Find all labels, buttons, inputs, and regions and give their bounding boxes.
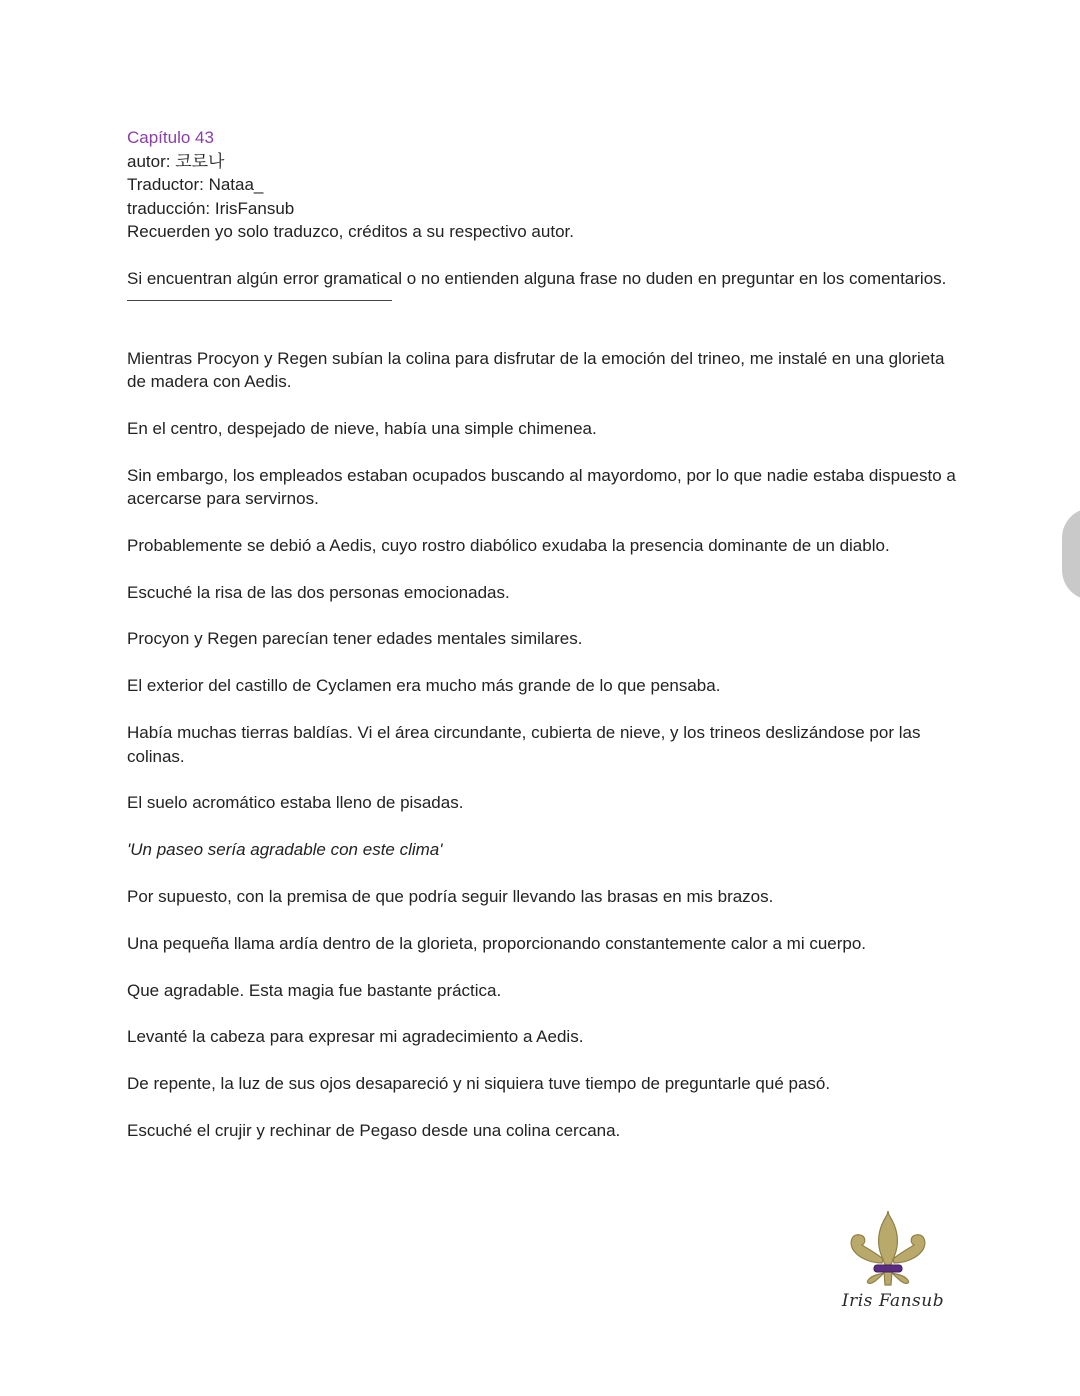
chapter-body xyxy=(127,347,967,1143)
paragraph: Escuché la risa de las dos personas emocionadas. xyxy=(127,582,510,602)
header-divider xyxy=(127,300,392,301)
paragraph: Había muchas tierras baldías. Vi el área circundante, cubierta de nieve, y los trineos deslizándose por las colinas. xyxy=(127,723,921,766)
paragraph: El suelo acromático estaba lleno de pisadas. xyxy=(127,793,464,813)
iris-fansub-logo xyxy=(838,1205,948,1315)
paragraph: Levanté la cabeza para expresar mi agradecimiento a Aedis. xyxy=(127,1027,584,1047)
paragraph: Mientras Procyon y Regen subían la colina para disfrutar de la emoción del trineo, me instalé en una glorieta de madera con Aedis. xyxy=(127,348,945,391)
fleur-de-lis-icon xyxy=(838,1205,948,1293)
paragraph: En el centro, despejado de nieve, había una simple chimenea. xyxy=(127,418,597,438)
paragraph: Sin embargo, los empleados estaban ocupados buscando al mayordomo, por lo que nadie estaba dispuesto a acercarse para servirnos. xyxy=(127,465,956,509)
chapter-title: Capítulo 43 xyxy=(127,128,214,147)
logo-caption: Iris Fansub xyxy=(841,1291,945,1311)
comments-note: Si encuentran algún error gramatical o no entienden alguna frase no duden en preguntar en los comentarios. xyxy=(127,269,947,288)
scroll-handle[interactable] xyxy=(1062,508,1080,600)
chapter-header xyxy=(127,126,967,301)
document-page xyxy=(127,126,967,1166)
paragraph: De repente, la luz de sus ojos desapareció y ni siquiera tuve tiempo de preguntarle qué pasó. xyxy=(127,1074,831,1094)
paragraph: Que agradable. Esta magia fue bastante práctica. xyxy=(127,980,502,1000)
paragraph: Procyon y Regen parecían tener edades mentales similares. xyxy=(127,629,583,649)
thought-paragraph: 'Un paseo sería agradable con este clima' xyxy=(127,840,443,860)
paragraph: Escuché el crujir y rechinar de Pegaso desde una colina cercana. xyxy=(127,1120,621,1140)
paragraph: Probablemente se debió a Aedis, cuyo rostro diabólico exudaba la presencia dominante de un diablo. xyxy=(127,535,890,555)
paragraph: Una pequeña llama ardía dentro de la glorieta, proporcionando constantemente calor a mi cuerpo. xyxy=(127,933,867,953)
translator-line: Traductor: Nataa_ xyxy=(127,175,264,194)
translation-group-line: traducción: IrisFansub xyxy=(127,198,295,218)
paragraph: Por supuesto, con la premisa de que podría seguir llevando las brasas en mis brazos. xyxy=(127,886,774,906)
credits-note: Recuerden yo solo traduzco, créditos a su respectivo autor. xyxy=(127,222,574,241)
paragraph: El exterior del castillo de Cyclamen era mucho más grande de lo que pensaba. xyxy=(127,676,721,696)
author-line: autor: 코로나 xyxy=(127,151,225,171)
